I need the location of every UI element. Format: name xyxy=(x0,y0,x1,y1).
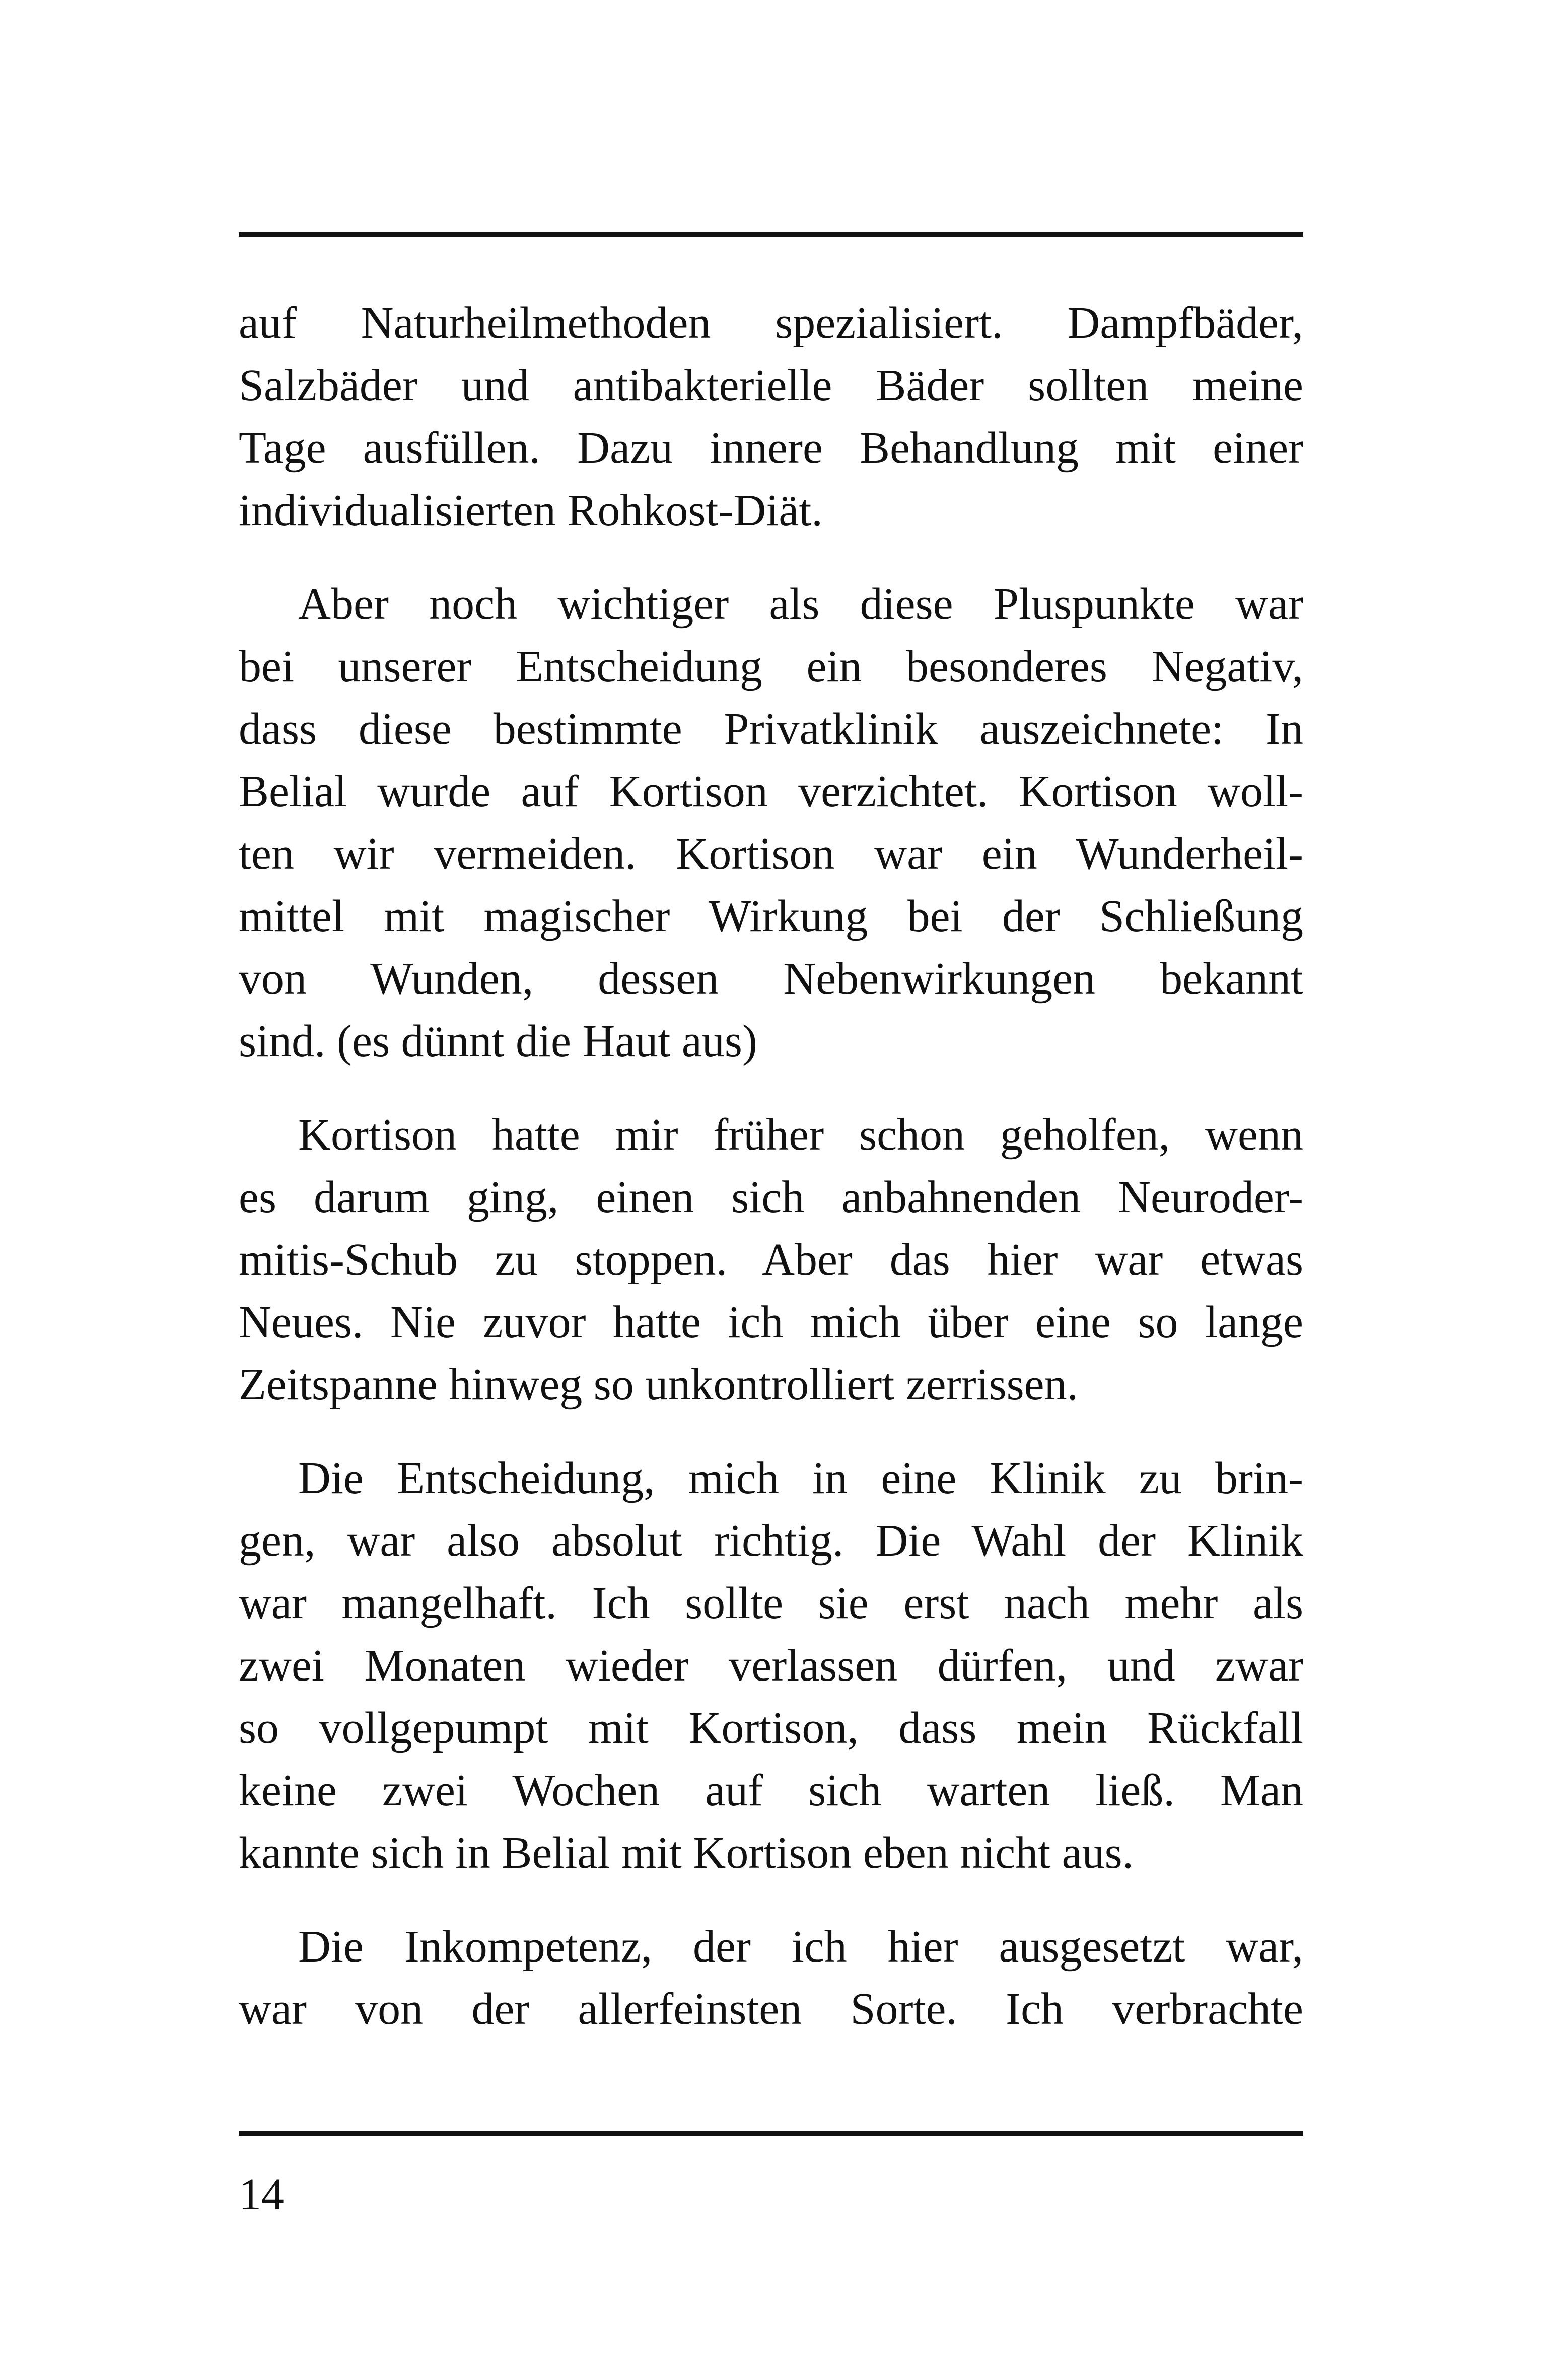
body-text xyxy=(239,292,1303,2041)
text-line: Salzbäder und antibakterielle Bäder sollten meine xyxy=(239,361,1303,410)
paragraph-5 xyxy=(239,1916,1303,2041)
text-line: es darum ging, einen sich anbahnenden Neuroder- xyxy=(239,1172,1303,1222)
text-line: Belial wurde auf Kortison verzichtet. Kortison woll- xyxy=(239,766,1303,816)
text-line: kannte sich in Belial mit Kortison eben nicht aus. xyxy=(239,1828,1134,1878)
text-line: sind. (es dünnt die Haut aus) xyxy=(239,1016,757,1066)
page-number: 14 xyxy=(239,2169,284,2219)
text-line: ten wir vermeiden. Kortison war ein Wunderheil- xyxy=(239,829,1303,879)
text-line: Zeitspanne hinweg so unkontrolliert zerrissen. xyxy=(239,1360,1079,1410)
text-line: Die Entscheidung, mich in eine Klinik zu brin- xyxy=(298,1453,1303,1503)
text-line: bei unserer Entscheidung ein besonderes Negativ, xyxy=(239,642,1303,691)
text-line: individualisierten Rohkost-Diät. xyxy=(239,485,823,535)
header-rule xyxy=(239,232,1303,237)
text-line: mitis-Schub zu stoppen. Aber das hier war etwas xyxy=(239,1235,1303,1285)
text-line: Tage ausfüllen. Dazu innere Behandlung mit einer xyxy=(239,423,1303,473)
paragraph-1 xyxy=(239,292,1303,542)
text-line: keine zwei Wochen auf sich warten ließ. Man xyxy=(239,1766,1303,1815)
text-line: auf Naturheilmethoden spezialisiert. Dampfbäder, xyxy=(239,298,1303,348)
text-line: so vollgepumpt mit Kortison, dass mein Rückfall xyxy=(239,1703,1303,1753)
paragraph-4 xyxy=(239,1447,1303,1884)
text-line: mittel mit magischer Wirkung bei der Schließung xyxy=(239,891,1303,941)
text-line: Aber noch wichtiger als diese Pluspunkte war xyxy=(298,579,1303,629)
text-line: war mangelhaft. Ich sollte sie erst nach mehr als xyxy=(239,1578,1303,1628)
paragraph-3 xyxy=(239,1104,1303,1416)
paragraph-2 xyxy=(239,573,1303,1073)
text-line: von Wunden, dessen Nebenwirkungen bekannt xyxy=(239,954,1303,1004)
text-line: Kortison hatte mir früher schon geholfen, wenn xyxy=(298,1110,1303,1160)
text-line: Die Inkompetenz, der ich hier ausgesetzt war, xyxy=(298,1922,1303,1972)
footer-rule xyxy=(239,2131,1303,2136)
text-line: Neues. Nie zuvor hatte ich mich über eine so lange xyxy=(239,1297,1303,1347)
text-line: gen, war also absolut richtig. Die Wahl der Klinik xyxy=(239,1516,1303,1566)
text-line: dass diese bestimmte Privatklinik auszeichnete: In xyxy=(239,704,1303,754)
text-line: war von der allerfeinsten Sorte. Ich verbrachte xyxy=(239,1984,1303,2034)
text-line: zwei Monaten wieder verlassen dürfen, und zwar xyxy=(239,1641,1303,1691)
